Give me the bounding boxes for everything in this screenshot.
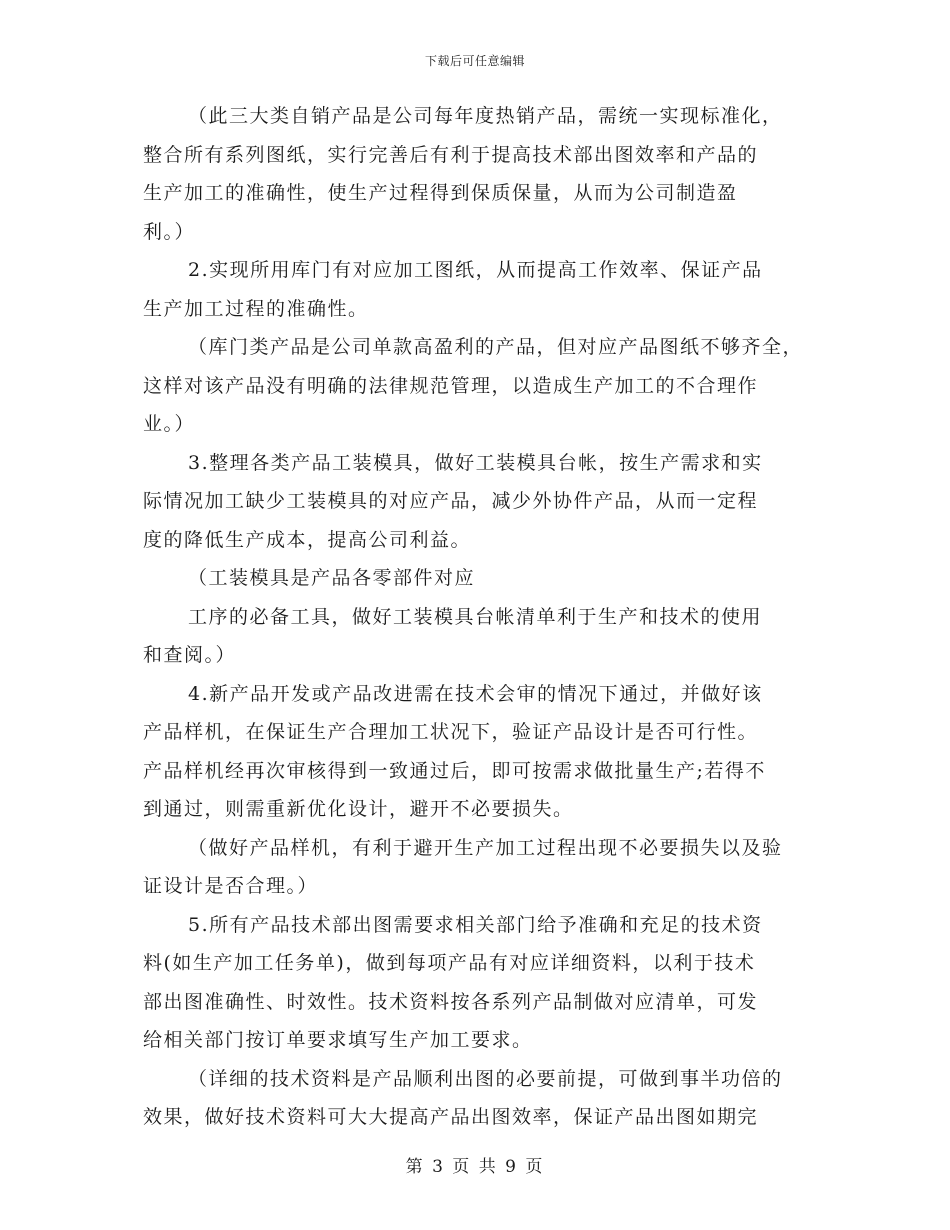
- text-line: 到通过，则需重新优化设计，避开不必要损失。: [143, 798, 574, 820]
- text-line: 5.所有产品技术部出图需要求相关部门给予准确和充足的技术资: [188, 914, 763, 936]
- text-line: （此三大类自销产品是公司每年度热销产品，需统一实现标准化，: [188, 105, 783, 127]
- text-line: （工装模具是产品各零部件对应: [188, 567, 476, 589]
- text-line: （做好产品样机，有利于避开生产加工过程出现不必要损失以及验: [188, 837, 783, 859]
- text-line: 产品样机经再次审核得到一致通过后，即可按需求做批量生产;若得不: [143, 760, 766, 782]
- text-line: 3.整理各类产品工装模具，做好工装模具台帐，按生产需求和实: [188, 452, 763, 474]
- text-line: 度的降低生产成本，提高公司利益。: [143, 529, 472, 551]
- text-line: 生产加工的准确性，使生产过程得到保质保量，从而为公司制造盈: [143, 182, 738, 204]
- text-line: 4.新产品开发或产品改进需在技术会审的情况下通过，并做好该: [188, 683, 763, 705]
- text-line: 整合所有系列图纸，实行完善后有利于提高技术部出图效率和产品的: [143, 144, 759, 166]
- text-line: 业。）: [143, 413, 196, 435]
- text-line: 生产加工过程的准确性。: [143, 298, 369, 320]
- text-line: 效果，做好技术资料可大大提高产品出图效率，保证产品出图如期完: [143, 1106, 759, 1128]
- text-line: 2.实现所用库门有对应加工图纸，从而提高工作效率、保证产品: [188, 259, 763, 281]
- text-line: 际情况加工缺少工装模具的对应产品，减少外协件产品，从而一定程: [143, 490, 759, 512]
- text-line: 工序的必备工具，做好工装模具台帐清单利于生产和技术的使用: [188, 606, 763, 628]
- page-header: 下载后可任意编辑: [424, 54, 525, 68]
- text-line: 利。）: [143, 221, 196, 243]
- text-line: 产品样机，在保证生产合理加工状况下，验证产品设计是否可行性。: [143, 721, 759, 743]
- text-line: （详细的技术资料是产品顺利出图的必要前提，可做到事半功倍的: [188, 1068, 783, 1090]
- page-footer: 第 3 页 共 9 页: [405, 1157, 545, 1177]
- text-line: 和查阅。）: [143, 644, 237, 666]
- text-line: 这样对该产品没有明确的法律规范管理，以造成生产加工的不合理作: [143, 375, 759, 397]
- text-line: 证设计是否合理。）: [143, 875, 319, 897]
- text-line: （库门类产品是公司单款高盈利的产品，但对应产品图纸不够齐全，: [188, 336, 804, 358]
- text-line: 部出图准确性、时效性。技术资料按各系列产品制做对应清单，可发: [143, 991, 759, 1013]
- text-line: 给相关部门按订单要求填写生产加工要求。: [143, 1029, 533, 1051]
- text-line: 料(如生产加工任务单)，做到每项产品有对应详细资料，以利于技术: [143, 952, 756, 974]
